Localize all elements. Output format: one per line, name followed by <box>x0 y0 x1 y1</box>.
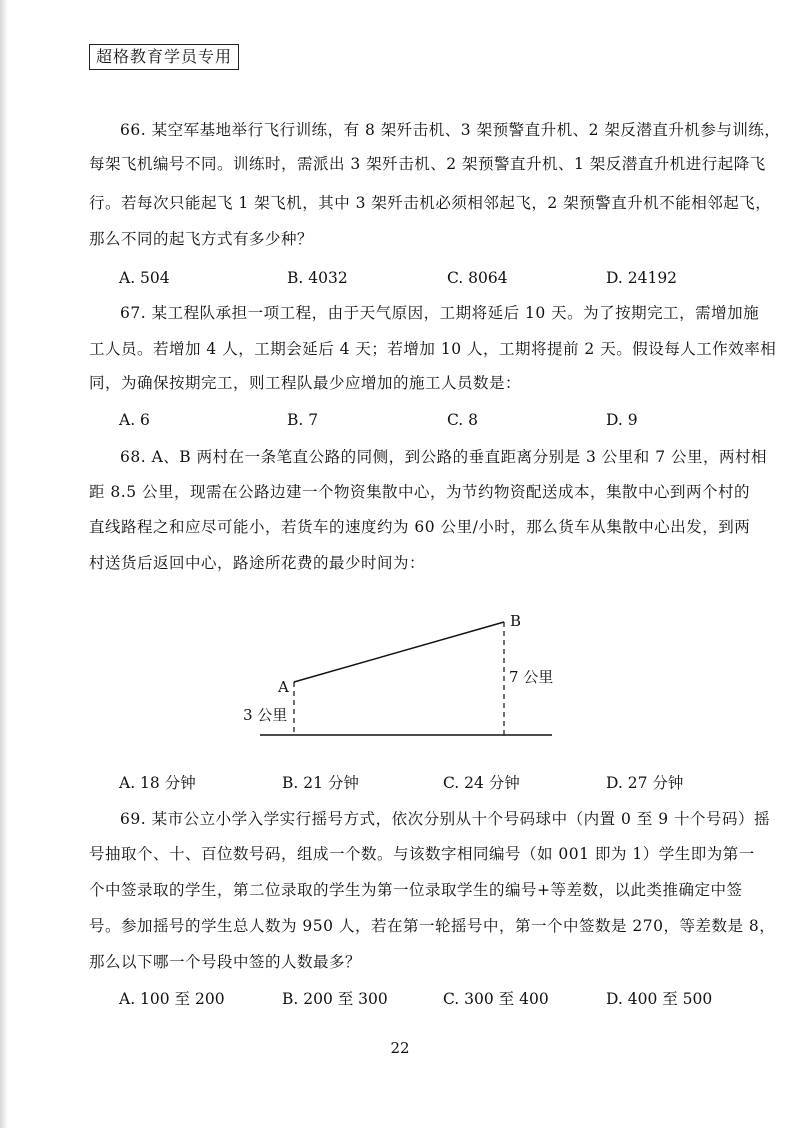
question-line: 69. 某市公立小学入学实行摇号方式，依次分别从十个号码球中（内置 0 至 9 十个号码）摇 <box>120 810 771 828</box>
question-line: 号。参加摇号的学生总人数为 950 人，若在第一轮摇号中，第一个中签数是 270，等差数是 8， <box>89 917 776 935</box>
question-line: 工人员。若增加 4 人，工期会延后 4 天；若增加 10 人，工期将提前 2 天。假设每人工作效率相 <box>89 340 777 358</box>
option-d: D. 24192 <box>606 269 678 287</box>
option-c: C. 8064 <box>447 269 508 287</box>
question-line: 距 8.5 公里，现需在公路边建一个物资集散中心，为节约物资配送成本，集散中心到两个村的 <box>89 483 751 501</box>
option-c: C. 8 <box>447 411 479 429</box>
village-b-label: B <box>510 612 522 630</box>
question-line: 每架飞机编号不同。训练时，需派出 3 架歼击机、2 架预警直升机、1 架反潜直升机进行起降飞 <box>89 155 766 173</box>
question-line: 68. A、B 两村在一条笔直公路的同侧，到公路的垂直距离分别是 3 公里和 7 公里，两村相 <box>120 448 768 466</box>
option-a: A. 18 分钟 <box>119 774 196 792</box>
header-label: 超格教育学员专用 <box>89 44 239 70</box>
question-line: 直线路程之和应尽可能小，若货车的速度约为 60 公里/小时，那么货车从集散中心出发，到两 <box>89 518 751 536</box>
segment-ab <box>294 622 504 682</box>
question-line: 那么不同的起飞方式有多少种？ <box>89 230 314 248</box>
village-a-label: A <box>278 678 289 696</box>
question-line: 67. 某工程队承担一项工程，由于天气原因，工期将延后 10 天。为了按期完工，需增加施 <box>120 304 760 322</box>
option-b: B. 4032 <box>287 269 348 287</box>
distance-b-label: 7 公里 <box>509 668 554 686</box>
option-a: A. 6 <box>119 411 150 429</box>
option-d: D. 9 <box>606 411 638 429</box>
option-a: A. 100 至 200 <box>119 990 225 1008</box>
option-d: D. 27 分钟 <box>606 774 684 792</box>
option-d: D. 400 至 500 <box>606 990 713 1008</box>
distance-a-label: 3 公里 <box>243 706 288 724</box>
question-line: 行。若每次只能起飞 1 架飞机，其中 3 架歼击机必须相邻起飞，2 架预警直升机不能相邻起飞， <box>89 194 772 212</box>
option-b: B. 200 至 300 <box>282 990 388 1008</box>
question-line: 66. 某空军基地举行飞行训练，有 8 架歼击机、3 架预警直升机、2 架反潜直升机参与训练， <box>120 121 781 139</box>
option-c: C. 300 至 400 <box>443 990 549 1008</box>
question-line: 号抽取个、十、百位数号码，组成一个数。与该数字相同编号（如 001 即为 1）学生即为第一 <box>89 845 755 863</box>
option-b: B. 7 <box>287 411 319 429</box>
question-line: 村送货后返回中心，路途所花费的最少时间为： <box>89 554 426 572</box>
option-c: C. 24 分钟 <box>443 774 520 792</box>
question-line: 个中签录取的学生，第二位录取的学生为第一位录取学生的编号+等差数，以此类推确定中签 <box>89 881 743 899</box>
question-line: 那么以下哪一个号段中签的人数最多？ <box>89 953 362 971</box>
road-diagram <box>230 600 610 750</box>
option-b: B. 21 分钟 <box>282 774 359 792</box>
page-number: 22 <box>390 1039 410 1057</box>
question-line: 同，为确保按期完工，则工程队最少应增加的施工人员数是： <box>89 374 522 392</box>
scan-edge-shadow <box>0 0 8 1128</box>
option-a: A. 504 <box>119 269 170 287</box>
